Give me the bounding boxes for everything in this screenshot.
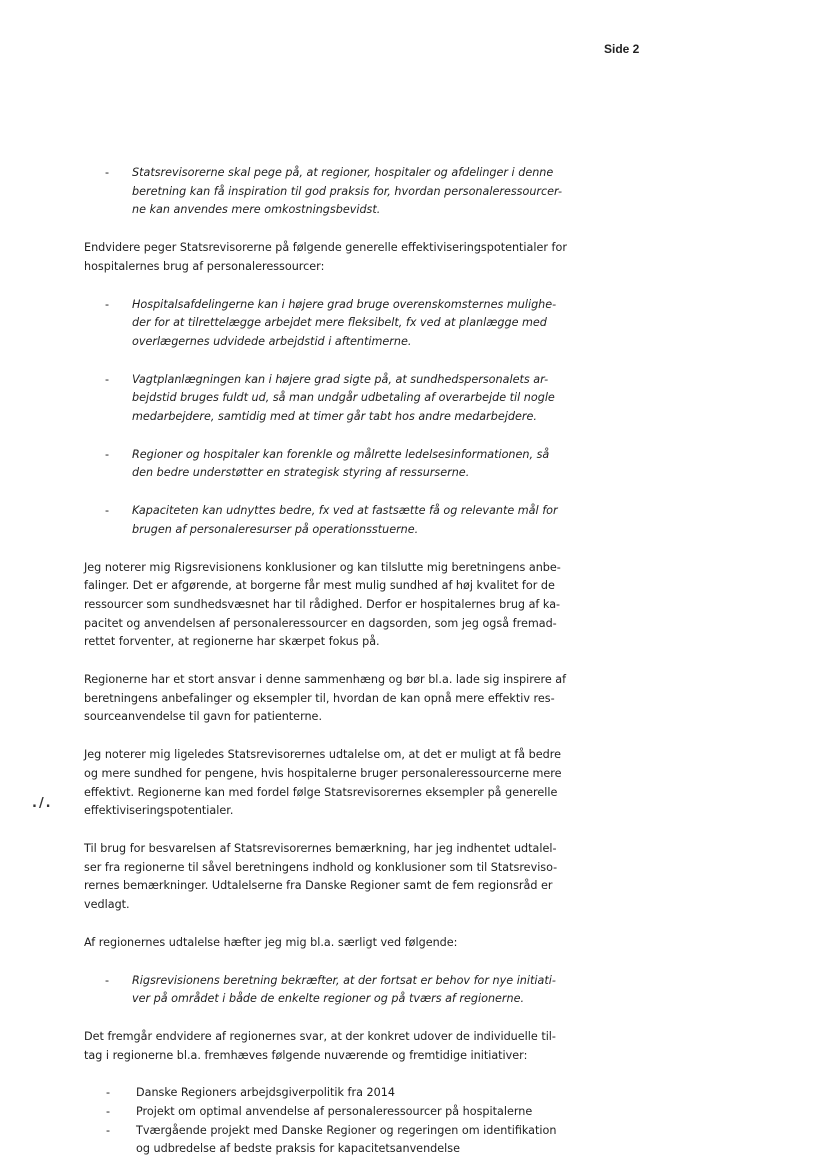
paragraph: Af regionernes udtalelse hæfter jeg mig bl.a. særligt ved følgende: <box>84 935 458 949</box>
bullet-text: Rigsrevisionens beretning bekræfter, at der fortsat er behov for nye initiati-ver på området i både de enkelte regioner og på tværs af regionerne. <box>132 973 556 1006</box>
paragraph: Det fremgår endvidere af regionernes svar, at der konkret udover de individuelle til-tag i regionerne bl.a. fremhæves følgende nuværende og fremtidige initiativer: <box>84 1029 556 1062</box>
bullet-item <box>84 502 570 539</box>
bullet-dash: - <box>106 1123 111 1137</box>
bullet-dash: - <box>106 1086 111 1100</box>
bullet-text: Statsrevisorerne skal pege på, at regioner, hospitaler og afdelinger i denne beretning kan få inspiration til god praksis for, hvordan personaleressourcer-ne kan anvendes mere omkostningsbevidst. <box>132 166 563 217</box>
document-body <box>84 164 570 1159</box>
bullet-dash: - <box>105 166 110 179</box>
paragraph: Jeg noterer mig ligeledes Statsrevisorernes udtalelse om, at det er muligt at få bedre og mere sundhed for pengene, hvis hospitalerne bruger personaleressourcerne mere effektivt. Regionerne kan med fordel følge Statsrevisorernes eksempler på generelle effektiviseringspotentialer. <box>84 748 562 818</box>
bullet-text: Hospitalsafdelingerne kan i højere grad bruge overenskomsternes mulighe-der for at tilrettelægge arbejdet mere fleksibelt, fx ved at planlægge med overlægernes udvidede arbejdstid i aftentimerne. <box>132 297 557 348</box>
bullet-dash: - <box>105 372 110 386</box>
bullet-dash: - <box>105 504 110 518</box>
bullet-text: Tværgående projekt med Danske Regioner og regeringen om identifikation og udbredelse af bedste praksis for kapacitetsanvendelse <box>136 1123 557 1156</box>
bullet-dash: - <box>106 1105 111 1119</box>
bullet-item <box>84 371 570 427</box>
bullet-text: Danske Regioners arbejdsgiverpolitik fra 2014 <box>136 1086 395 1100</box>
bullet-item <box>84 1084 570 1103</box>
paragraph: Endvidere peger Statsrevisorerne på følgende generelle effektiviseringspotentialer for hospitalernes brug af personaleressourcer: <box>84 241 567 273</box>
bullet-item <box>84 1103 570 1122</box>
bullet-dash: - <box>105 973 110 987</box>
bullet-text: Kapaciteten kan udnyttes bedre, fx ved at fastsætte få og relevante mål for brugen af personaleresurser på operationsstuerne. <box>132 504 558 536</box>
paragraph: Regionerne har et stort ansvar i denne sammenhæng og bør bl.a. lade sig inspirere af beretningens anbefalinger og eksempler til, hvordan de kan opnå mere effektiv res-sourceanvendelse til gavn for patienterne. <box>84 673 567 724</box>
paragraph: Jeg noterer mig Rigsrevisionens konklusioner og kan tilslutte mig beretningens anbe-falinger. Det er afgørende, at borgerne får mest mulig sundhed af høj kvalitet for de ressourcer som sundhedsvæsnet har til rådighed. Derfor er hospitalernes brug af ka-pacitet og anvendelsen af personaleressourcer en dagsorden, som jeg også fremad-rettet forventer, at regionerne har skærpet fokus på. <box>84 560 561 649</box>
page-number: Side 2 <box>604 42 640 56</box>
bullet-item <box>84 296 570 352</box>
bullet-text: Vagtplanlægningen kan i højere grad sigte på, at sundhedspersonalets ar-bejdstid bruges fuldt ud, så man undgår udbetaling af overarbejde til nogle medarbejdere, samtidig med at timer går tabt hos andre medarbejdere. <box>132 372 555 424</box>
bullet-item <box>84 446 570 483</box>
bullet-item <box>84 1122 570 1159</box>
bullet-text: Projekt om optimal anvendelse af personaleressourcer på hospitalerne <box>136 1105 533 1119</box>
enclosure-mark: ./. <box>32 796 53 811</box>
bullet-item <box>84 164 570 220</box>
bullet-dash: - <box>105 447 110 461</box>
paragraph: Til brug for besvarelsen af Statsrevisorernes bemærkning, har jeg indhentet udtalel-ser fra regionerne til såvel beretningens indhold og konklusioner som til Statsreviso-rernes bemærkninger. Udtalelserne fra Danske Regioner samt de fem regionsråd er vedlagt. <box>84 841 558 912</box>
bullet-item <box>84 972 570 1009</box>
bullet-dash: - <box>105 297 110 311</box>
bullet-text: Regioner og hospitaler kan forenkle og målrette ledelsesinformationen, så den bedre understøtter en strategisk styring af ressurserne. <box>132 447 550 480</box>
